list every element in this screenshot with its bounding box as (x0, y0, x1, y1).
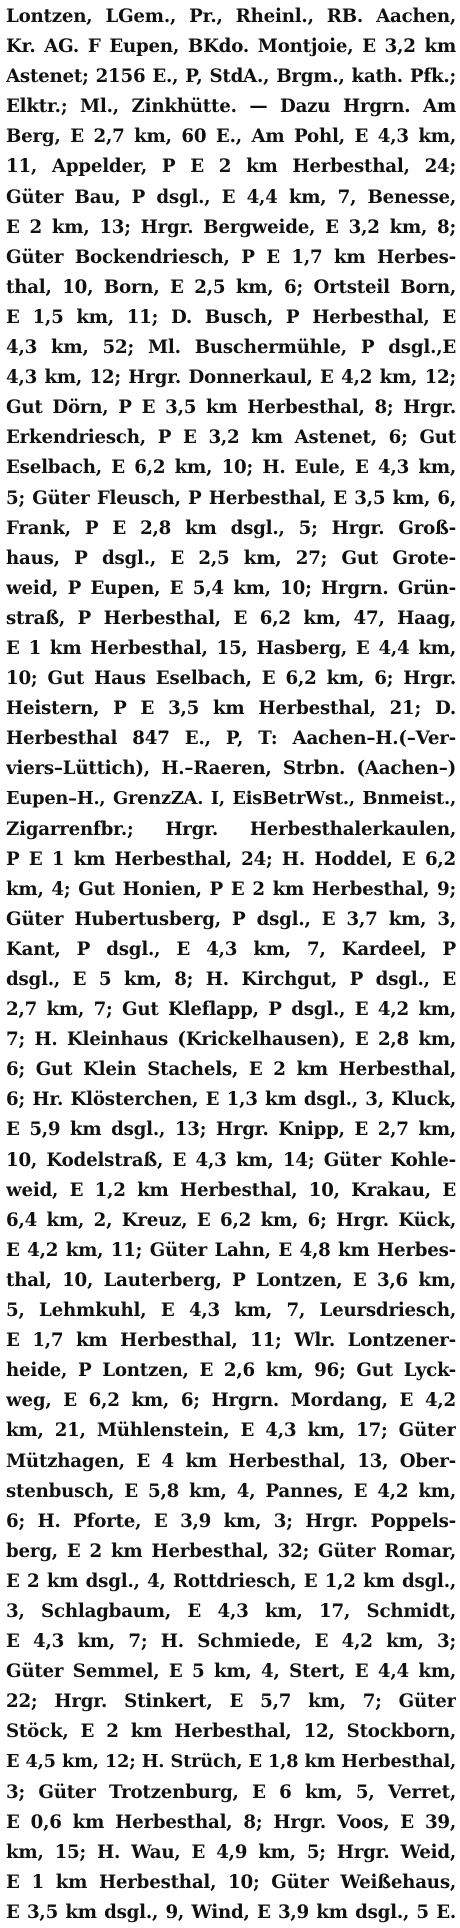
text-line: E 4,2 km, 11; Güter Lahn, E 4,8 km Herbes- (6, 1239, 456, 1261)
text-line: E 2 km, 13; Hrgr. Bergweide, E 3,2 km, 8; (6, 216, 456, 238)
text-line: Gut Dörn, P E 3,5 km Herbesthal, 8; Hrgr. (6, 397, 456, 419)
text-line: Güter Hubertusberg, P dsgl., E 3,7 km, 3, (6, 908, 456, 930)
text-line: E 0,6 km Herbesthal, 8; Hrgr. Voos, E 39, (6, 1811, 456, 1833)
text-line: Eselbach, E 6,2 km, 10; H. Eule, E 4,3 km, (6, 457, 456, 479)
text-line: thal, 10, Lauterberg, P Lontzen, E 3,6 km, (6, 1269, 456, 1291)
text-line: Eupen–H., GrenzZA. I, EisBetrWst., Bnmeist., (6, 788, 456, 810)
text-line: km, 4; Gut Honien, P E 2 km Herbesthal, 9; (6, 878, 456, 900)
text-line: 10, Kodelstraß, E 4,3 km, 14; Güter Kohle- (6, 1149, 456, 1171)
text-line: Zigarrenfbr.; Hrgr. Herbesthalerkaulen, (6, 818, 456, 840)
text-line: 3; Güter Trotzenburg, E 6 km, 5, Verret, (6, 1781, 456, 1803)
text-line: E 3,5 km dsgl., 9, Wind, E 3,9 km dsgl., 5 E. (6, 1901, 456, 1923)
text-line: Güter Bau, P dsgl., E 4,4 km, 7, Benesse, (6, 186, 456, 208)
text-line: P E 1 km Herbesthal, 24; H. Hoddel, E 6,2 (6, 848, 456, 870)
text-line: thal, 10, Born, E 2,5 km, 6; Ortsteil Born, (6, 276, 456, 298)
text-line: 6; Gut Klein Stachels, E 2 km Herbesthal, (6, 1059, 456, 1081)
text-line: 11, Appelder, P E 2 km Herbesthal, 24; (6, 156, 456, 178)
text-line: haus, P dsgl., E 2,5 km, 27; Gut Grote- (6, 547, 456, 569)
text-line: Astenet; 2156 E., P, StdA., Brgm., kath. Pfk.; (6, 66, 456, 88)
text-line: 3, Schlagbaum, E 4,3 km, 17, Schmidt, (6, 1600, 456, 1622)
text-line: weid, E 1,2 km Herbesthal, 10, Krakau, E (6, 1179, 456, 1201)
text-line: E 5,9 km dsgl., 13; Hrgr. Knipp, E 2,7 km, (6, 1119, 456, 1141)
text-line: Berg, E 2,7 km, 60 E., Am Pohl, E 4,3 km, (6, 126, 456, 148)
text-line: 5, Lehmkuhl, E 4,3 km, 7, Leursdriesch, (6, 1300, 456, 1322)
text-line: E 1,7 km Herbesthal, 11; Wlr. Lontzener- (6, 1330, 456, 1352)
text-line: km, 15; H. Wau, E 4,9 km, 5; Hrgr. Weid, (6, 1841, 456, 1863)
text-line: Güter Bockendriesch, P E 1,7 km Herbes- (6, 246, 456, 268)
text-line: Kant, P dsgl., E 4,3 km, 7, Kardeel, P (6, 938, 456, 960)
text-line: Heistern, P E 3,5 km Herbesthal, 21; D. (6, 698, 456, 720)
text-line: Güter Semmel, E 5 km, 4, Stert, E 4,4 km, (6, 1661, 456, 1683)
text-line: 4,3 km, 12; Hrgr. Donnerkaul, E 4,2 km, 12; (6, 367, 456, 389)
text-line: 6; H. Pforte, E 3,9 km, 3; Hrgr. Poppels- (6, 1510, 456, 1532)
text-line: viers–Lüttich), H.–Raeren, Strbn. (Aachen–) (6, 758, 456, 780)
text-line: straß, P Herbesthal, E 6,2 km, 47, Haag, (6, 607, 456, 629)
text-line: 10; Gut Haus Eselbach, E 6,2 km, 6; Hrgr. (6, 668, 456, 690)
text-line: weid, P Eupen, E 5,4 km, 10; Hrgrn. Grün- (6, 577, 456, 599)
text-line: E 4,3 km, 7; H. Schmiede, E 4,2 km, 3; (6, 1631, 456, 1653)
text-line: Frank, P E 2,8 km dsgl., 5; Hrgr. Groß- (6, 517, 456, 539)
text-line: Erkendriesch, P E 3,2 km Astenet, 6; Gut (6, 427, 456, 449)
text-line: 2,7 km, 7; Gut Kleflapp, P dsgl., E 4,2 km, (6, 999, 456, 1021)
text-line: weg, E 6,2 km, 6; Hrgrn. Mordang, E 4,2 (6, 1390, 456, 1412)
text-line: E 1 km Herbesthal, 15, Hasberg, E 4,4 km, (6, 637, 456, 659)
text-line: berg, E 2 km Herbesthal, 32; Güter Romar, (6, 1540, 456, 1562)
text-line: dsgl., E 5 km, 8; H. Kirchgut, P dsgl., E (6, 969, 456, 990)
gazetteer-entry (6, 2, 456, 1928)
text-line: 7; H. Kleinhaus (Krickelhausen), E 2,8 km, (6, 1029, 456, 1051)
text-line: 6; Hr. Klösterchen, E 1,3 km dsgl., 3, Kluck, (6, 1089, 456, 1111)
text-line: E 2 km dsgl., 4, Rottdriesch, E 1,2 km dsgl., (6, 1570, 456, 1592)
text-line: Kr. AG. F Eupen, BKdo. Montjoie, E 3,2 km (6, 36, 456, 58)
text-line: E 1,5 km, 11; D. Busch, P Herbesthal, E (6, 306, 456, 328)
text-line: E 4,5 km, 12; H. Strüch, E 1,8 km Herbesthal, (6, 1751, 456, 1773)
text-line: heide, P Lontzen, E 2,6 km, 96; Gut Lyck- (6, 1360, 456, 1382)
text-line: 6,4 km, 2, Kreuz, E 6,2 km, 6; Hrgr. Kück, (6, 1209, 456, 1231)
text-line: E 1 km Herbesthal, 10; Güter Weißehaus, (6, 1871, 456, 1893)
text-line: Stöck, E 2 km Herbesthal, 12, Stockborn, (6, 1721, 456, 1743)
text-line: Lontzen, LGem., Pr., Rheinl., RB. Aachen, (6, 6, 456, 27)
text-line: 4,3 km, 52; Ml. Buschermühle, P dsgl.,E (6, 337, 456, 359)
text-line: Herbesthal 847 E., P, T: Aachen–H.(–Ver- (6, 728, 456, 750)
text-line: 22; Hrgr. Stinkert, E 5,7 km, 7; Güter (6, 1691, 456, 1713)
text-line: stenbusch, E 5,8 km, 4, Pannes, E 4,2 km, (6, 1480, 456, 1502)
text-line: Elktr.; Ml., Zinkhütte. — Dazu Hrgrn. Am (6, 96, 456, 118)
text-line: 5; Güter Fleusch, P Herbesthal, E 3,5 km, 6, (6, 487, 456, 509)
text-line: km, 21, Mühlenstein, E 4,3 km, 17; Güter (6, 1420, 456, 1442)
text-line: Mützhagen, E 4 km Herbesthal, 13, Ober- (6, 1450, 456, 1472)
